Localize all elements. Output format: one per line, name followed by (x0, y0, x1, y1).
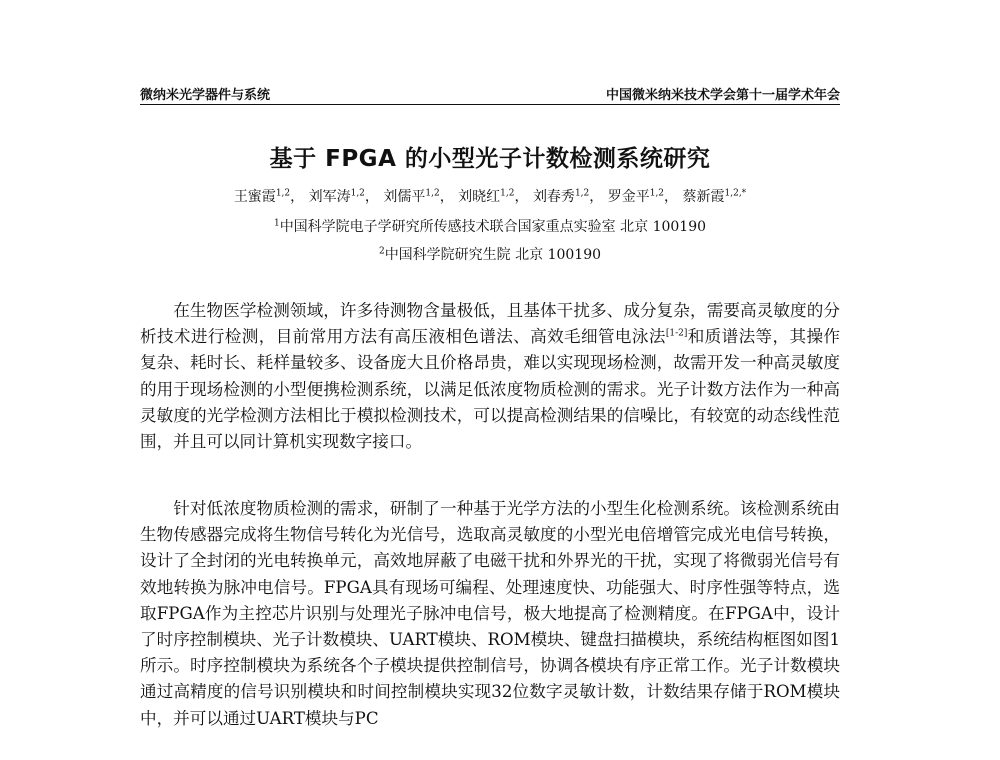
running-header-right: 中国微米纳米技术学会第十一届学术年会 (605, 88, 840, 103)
author: 蔡新霞$^{1,2,*}$ (682, 188, 747, 205)
author: 刘晓红$^{1,2}$， (458, 188, 529, 205)
author: 刘春秀$^{1,2}$， (532, 188, 604, 205)
running-header-left: 微纳米光学器件与系统 (140, 88, 271, 103)
header-divider (140, 104, 840, 105)
body-paragraph-1: 在生物医学检测领域，许多待测物含量极低，且基体干扰多、成分复杂，需要高灵敏度的分析技术进行检测，目前常用方法有高压液相色谱法、高效毛细管电泳法[1-2]和质谱法等，其操作复杂、耗时长、耗样量较多、设备庞大且价格昂贵，难以实现现场检测，故需开发一种高灵敏度的用于现场检测的小型便携检测系统，以满足低浓度物质检测的需求。光子计数方法作为一种高灵敏度的光学检测方法相比于模拟检测技术，可以提高检测结果的信噪比，有较宽的动态线性范围，并且可以同计算机实现数字接口。 (140, 301, 841, 452)
author: 王蜜霞$^{1,2}$， (233, 188, 305, 205)
affiliation-1: $^1$中国科学院电子学研究所传感技术联合国家重点实验室 北京 100190 (273, 218, 707, 235)
body-paragraph-2: 针对低浓度物质检测的需求，研制了一种基于光学方法的小型生化检测系统。该检测系统由生物传感器完成将生物信号转化为光信号，选取高灵敏度的小型光电倍增管完成光电信号转换，设计了全封闭的光电转换单元，高效地屏蔽了电磁干扰和外界光的干扰，实现了将微弱光信号有效地转换为脉冲电信号。FPGA具有现场可编程、处理速度快、功能强大、时序性强等特点，选取FPGA作为主控芯片识别与处理光子脉冲电信号，极大地提高了检测精度。在FPGA中，设计了时序控制模块、光子计数模块、UART模块、ROM模块、键盘扫描模块，系统结构框图如图1所示。时序控制模块为系统各个子模块提供控制信号，协调各模块有序正常工作。光子计数模块通过高精度的信号识别模块和时间控制模块实现32位数字灵敏计数，计数结果存储于ROM模块中，并可以通过UART模块与PC (140, 499, 840, 728)
paper-title: 基于 FPGA 的小型光子计数检测系统研究 (269, 146, 711, 172)
author-list (140, 186, 840, 206)
author: 罗金平$^{1,2}$， (607, 188, 679, 205)
citation-marker: [1-2] (665, 328, 688, 339)
author: 刘儒平$^{1,2}$， (383, 188, 454, 205)
affiliation-2: $^2$中国科学院研究生院 北京 100190 (378, 246, 602, 263)
author: 刘军涛$^{1,2}$， (308, 188, 379, 205)
